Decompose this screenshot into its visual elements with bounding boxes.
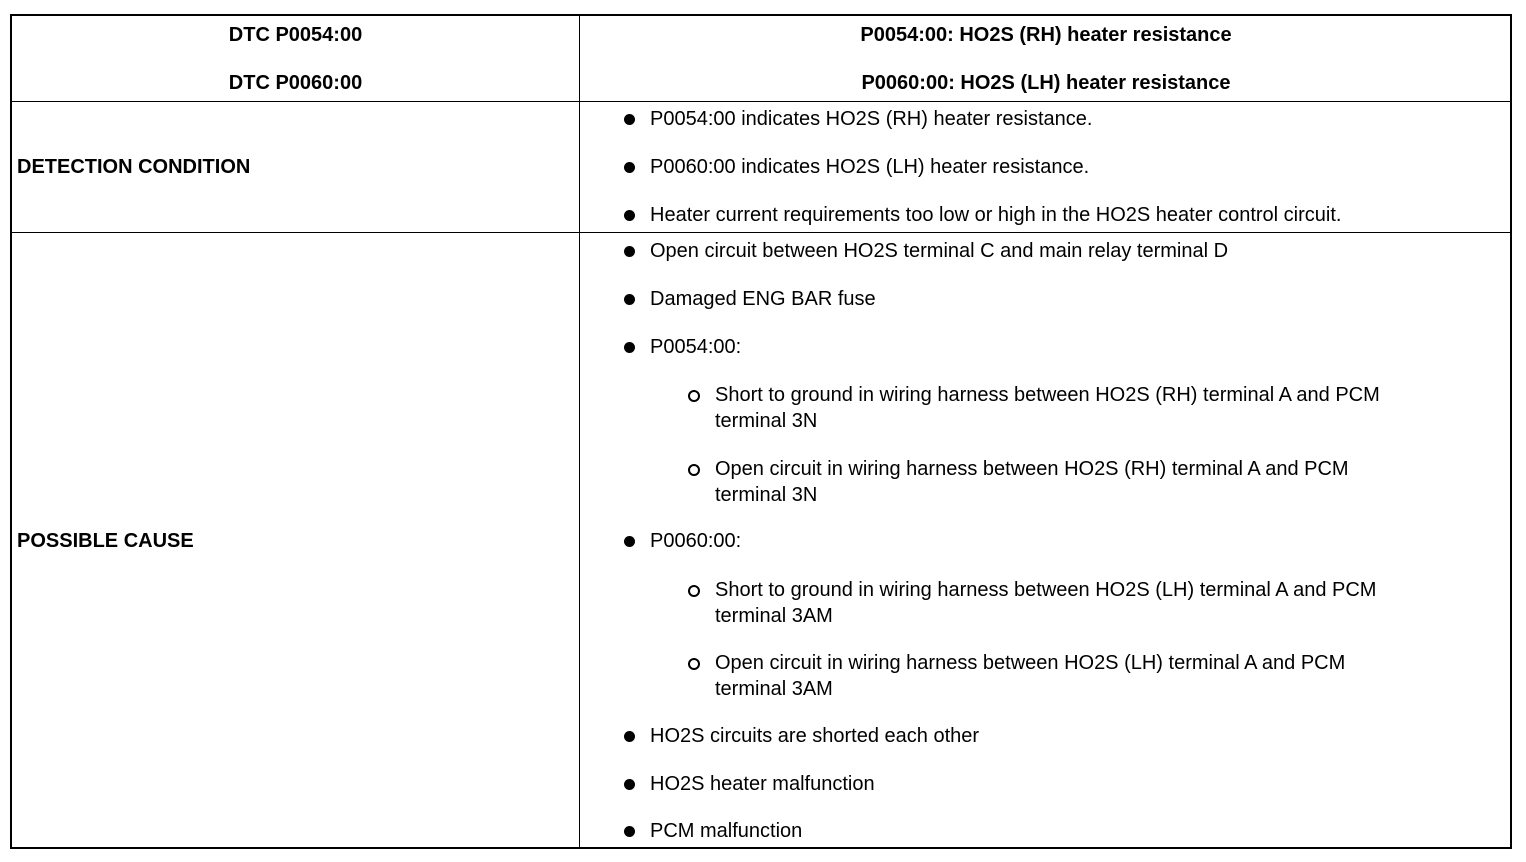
cause-subitem-line: Short to ground in wiring harness between HO2S (LH) terminal A and PCM (715, 579, 1377, 601)
detection-item: Heater current requirements too low or high in the HO2S heater control circuit. (650, 204, 1342, 226)
bullet-icon (624, 779, 635, 790)
cause-subitem-line: terminal 3N (715, 484, 818, 506)
detection-item: P0060:00 indicates HO2S (LH) heater resistance. (650, 156, 1090, 178)
column-divider (579, 16, 580, 847)
cause-subitem (715, 650, 1475, 702)
bullet-icon (624, 114, 635, 125)
bullet-icon (624, 162, 635, 173)
dtc-description-1: P0054:00: HO2S (RH) heater resistance (860, 24, 1232, 46)
row-divider-detection (12, 232, 1510, 233)
bullet-icon (624, 536, 635, 547)
dtc-table (10, 14, 1512, 849)
cause-item: Open circuit between HO2S terminal C and main relay terminal D (650, 240, 1229, 262)
bullet-icon (624, 731, 635, 742)
dtc-description-2: P0060:00: HO2S (LH) heater resistance (861, 72, 1231, 94)
cause-item: HO2S circuits are shorted each other (650, 725, 980, 747)
bullet-icon (624, 246, 635, 257)
cause-subitem (715, 456, 1475, 508)
cause-subitem-line: Short to ground in wiring harness between HO2S (RH) terminal A and PCM (715, 384, 1380, 406)
sub-bullet-icon (688, 464, 700, 476)
cause-item: PCM malfunction (650, 820, 803, 842)
row-divider-header (12, 101, 1510, 102)
bullet-icon (624, 294, 635, 305)
cause-subitem-line: Open circuit in wiring harness between HO2S (RH) terminal A and PCM (715, 458, 1349, 480)
dtc-code-2: DTC P0060:00 (228, 72, 363, 94)
bullet-icon (624, 342, 635, 353)
dtc-code-1: DTC P0054:00 (228, 24, 363, 46)
cause-subitem (715, 382, 1475, 434)
cause-item: P0054:00: (650, 336, 742, 358)
sub-bullet-icon (688, 658, 700, 670)
bullet-icon (624, 826, 635, 837)
sub-bullet-icon (688, 390, 700, 402)
cause-subitem (715, 577, 1475, 629)
sub-bullet-icon (688, 585, 700, 597)
possible-cause-label: POSSIBLE CAUSE (17, 530, 194, 552)
detection-condition-label: DETECTION CONDITION (17, 156, 251, 178)
cause-subitem-line: terminal 3N (715, 410, 818, 432)
cause-item: Damaged ENG BAR fuse (650, 288, 876, 310)
cause-item: HO2S heater malfunction (650, 773, 875, 795)
cause-item: P0060:00: (650, 530, 742, 552)
cause-subitem-line: Open circuit in wiring harness between HO2S (LH) terminal A and PCM (715, 652, 1346, 674)
bullet-icon (624, 210, 635, 221)
detection-item: P0054:00 indicates HO2S (RH) heater resistance. (650, 108, 1093, 130)
cause-subitem-line: terminal 3AM (715, 678, 833, 700)
cause-subitem-line: terminal 3AM (715, 605, 833, 627)
